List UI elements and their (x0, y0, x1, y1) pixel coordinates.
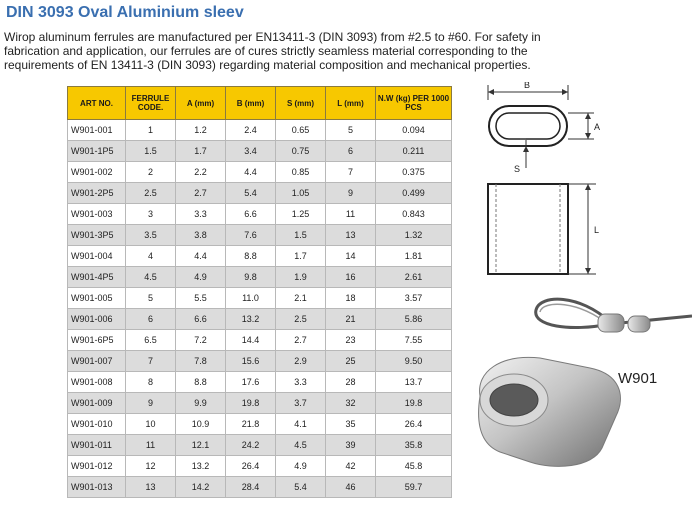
table-row (68, 288, 452, 309)
product-label: W901 (618, 370, 658, 387)
cell-art-no: W901-013 (68, 477, 126, 498)
cell-b: 21.8 (226, 414, 276, 435)
cell-art-no: W901-006 (68, 309, 126, 330)
ferrule-side-view (488, 184, 568, 274)
cell-b: 5.4 (226, 183, 276, 204)
cell-ferrule-code: 1.5 (126, 141, 176, 162)
cell-b: 11.0 (226, 288, 276, 309)
cell-s: 2.7 (276, 330, 326, 351)
cell-a: 9.9 (176, 393, 226, 414)
cell-s: 3.3 (276, 372, 326, 393)
cell-a: 1.7 (176, 141, 226, 162)
cell-art-no: W901-1P5 (68, 141, 126, 162)
cell-art-no: W901-004 (68, 246, 126, 267)
cell-l: 42 (326, 456, 376, 477)
cell-weight: 13.7 (376, 372, 452, 393)
table-row (68, 330, 452, 351)
cell-weight: 7.55 (376, 330, 452, 351)
cell-s: 0.75 (276, 141, 326, 162)
cell-a: 4.4 (176, 246, 226, 267)
cell-ferrule-code: 5 (126, 288, 176, 309)
table-row (68, 309, 452, 330)
cell-s: 1.5 (276, 225, 326, 246)
cell-art-no: W901-005 (68, 288, 126, 309)
table-row (68, 435, 452, 456)
cell-l: 14 (326, 246, 376, 267)
cell-s: 4.1 (276, 414, 326, 435)
table-row (68, 162, 452, 183)
cell-ferrule-code: 4 (126, 246, 176, 267)
cell-a: 2.7 (176, 183, 226, 204)
cell-a: 10.9 (176, 414, 226, 435)
cell-l: 7 (326, 162, 376, 183)
cell-ferrule-code: 6.5 (126, 330, 176, 351)
cell-l: 32 (326, 393, 376, 414)
cell-s: 1.9 (276, 267, 326, 288)
cell-ferrule-code: 12 (126, 456, 176, 477)
cell-ferrule-code: 2.5 (126, 183, 176, 204)
ferrule-technical-drawing (468, 82, 628, 282)
cell-ferrule-code: 8 (126, 372, 176, 393)
table-row (68, 372, 452, 393)
cell-b: 2.4 (226, 120, 276, 141)
table-row (68, 246, 452, 267)
cell-a: 12.1 (176, 435, 226, 456)
table-header-row (68, 87, 452, 120)
cell-art-no: W901-010 (68, 414, 126, 435)
table-row (68, 141, 452, 162)
cell-l: 9 (326, 183, 376, 204)
cell-weight: 59.7 (376, 477, 452, 498)
cell-b: 8.8 (226, 246, 276, 267)
cell-b: 6.6 (226, 204, 276, 225)
cell-weight: 0.211 (376, 141, 452, 162)
cell-l: 6 (326, 141, 376, 162)
cell-ferrule-code: 13 (126, 477, 176, 498)
cell-a: 6.6 (176, 309, 226, 330)
cell-a: 3.3 (176, 204, 226, 225)
cell-art-no: W901-009 (68, 393, 126, 414)
cell-a: 2.2 (176, 162, 226, 183)
cell-b: 28.4 (226, 477, 276, 498)
dim-label-s: S (514, 164, 521, 174)
cell-s: 1.25 (276, 204, 326, 225)
cell-l: 13 (326, 225, 376, 246)
cell-art-no: W901-001 (68, 120, 126, 141)
cell-weight: 45.8 (376, 456, 452, 477)
cell-b: 3.4 (226, 141, 276, 162)
cell-weight: 19.8 (376, 393, 452, 414)
cell-ferrule-code: 4.5 (126, 267, 176, 288)
cell-b: 9.8 (226, 267, 276, 288)
cell-art-no: W901-3P5 (68, 225, 126, 246)
cell-ferrule-code: 3.5 (126, 225, 176, 246)
cell-b: 14.4 (226, 330, 276, 351)
cell-l: 5 (326, 120, 376, 141)
cell-weight: 0.375 (376, 162, 452, 183)
cell-art-no: W901-011 (68, 435, 126, 456)
cell-art-no: W901-2P5 (68, 183, 126, 204)
spec-table (67, 86, 452, 498)
dim-label-l: L (594, 225, 600, 235)
cell-s: 0.65 (276, 120, 326, 141)
cell-ferrule-code: 10 (126, 414, 176, 435)
dim-label-b: B (524, 82, 531, 90)
cell-s: 2.5 (276, 309, 326, 330)
table-row (68, 204, 452, 225)
page-title: DIN 3093 Oval Aluminium sleev (6, 4, 244, 21)
header-art-no: ART NO. (68, 87, 126, 120)
table-row (68, 183, 452, 204)
table-row (68, 225, 452, 246)
cell-a: 5.5 (176, 288, 226, 309)
small-ferrule-2 (628, 316, 650, 332)
cell-weight: 26.4 (376, 414, 452, 435)
cell-ferrule-code: 3 (126, 204, 176, 225)
cell-weight: 9.50 (376, 351, 452, 372)
cell-art-no: W901-003 (68, 204, 126, 225)
table-row (68, 393, 452, 414)
cell-s: 0.85 (276, 162, 326, 183)
cell-b: 19.8 (226, 393, 276, 414)
cell-b: 17.6 (226, 372, 276, 393)
cell-l: 35 (326, 414, 376, 435)
cell-a: 3.8 (176, 225, 226, 246)
cell-art-no: W901-008 (68, 372, 126, 393)
small-ferrule-1 (598, 314, 624, 332)
ferrule-product-photo (470, 292, 692, 512)
cell-art-no: W901-012 (68, 456, 126, 477)
cell-b: 15.6 (226, 351, 276, 372)
table-body (68, 120, 452, 498)
cell-l: 28 (326, 372, 376, 393)
cell-b: 13.2 (226, 309, 276, 330)
cell-s: 4.5 (276, 435, 326, 456)
cell-s: 5.4 (276, 477, 326, 498)
table-row (68, 120, 452, 141)
cell-l: 23 (326, 330, 376, 351)
table-row (68, 267, 452, 288)
cell-ferrule-code: 6 (126, 309, 176, 330)
cell-a: 8.8 (176, 372, 226, 393)
cell-l: 18 (326, 288, 376, 309)
cell-l: 39 (326, 435, 376, 456)
header-s: S (mm) (276, 87, 326, 120)
cell-weight: 1.81 (376, 246, 452, 267)
cell-a: 1.2 (176, 120, 226, 141)
cell-b: 24.2 (226, 435, 276, 456)
cell-weight: 3.57 (376, 288, 452, 309)
cell-art-no: W901-007 (68, 351, 126, 372)
cell-weight: 2.61 (376, 267, 452, 288)
cell-b: 4.4 (226, 162, 276, 183)
cell-s: 2.9 (276, 351, 326, 372)
cell-l: 21 (326, 309, 376, 330)
header-a: A (mm) (176, 87, 226, 120)
header-b: B (mm) (226, 87, 276, 120)
ferrule-inner-profile (496, 113, 560, 139)
header-ferrule-code: FERRULE CODE. (126, 87, 176, 120)
cell-a: 7.8 (176, 351, 226, 372)
cell-l: 16 (326, 267, 376, 288)
cell-b: 26.4 (226, 456, 276, 477)
cell-weight: 0.843 (376, 204, 452, 225)
cell-weight: 5.86 (376, 309, 452, 330)
cell-ferrule-code: 1 (126, 120, 176, 141)
table-row (68, 414, 452, 435)
cell-ferrule-code: 7 (126, 351, 176, 372)
cell-a: 14.2 (176, 477, 226, 498)
table-row (68, 477, 452, 498)
cell-a: 4.9 (176, 267, 226, 288)
cell-ferrule-code: 2 (126, 162, 176, 183)
dim-label-a: A (594, 122, 601, 132)
cell-weight: 0.094 (376, 120, 452, 141)
cell-b: 7.6 (226, 225, 276, 246)
header-weight: N.W (kg) PER 1000 PCS (376, 87, 452, 120)
cell-s: 1.05 (276, 183, 326, 204)
table-row (68, 351, 452, 372)
cell-art-no: W901-6P5 (68, 330, 126, 351)
header-l: L (mm) (326, 87, 376, 120)
cell-a: 13.2 (176, 456, 226, 477)
cell-ferrule-code: 11 (126, 435, 176, 456)
cell-s: 1.7 (276, 246, 326, 267)
cell-ferrule-code: 9 (126, 393, 176, 414)
cell-weight: 35.8 (376, 435, 452, 456)
cell-l: 46 (326, 477, 376, 498)
cell-l: 25 (326, 351, 376, 372)
intro-paragraph: Wirop aluminum ferrules are manufactured per EN13411-3 (DIN 3093) from #2.5 to #60. For safety in fabrication and application, our ferrules are of cures strictly seamless material corresponding to the requirements of EN 13411-3 (DIN 3093) regarding material composition and mechanical properties. (4, 30, 541, 72)
cell-a: 7.2 (176, 330, 226, 351)
table-row (68, 456, 452, 477)
cell-weight: 1.32 (376, 225, 452, 246)
cell-s: 4.9 (276, 456, 326, 477)
cell-s: 3.7 (276, 393, 326, 414)
cell-art-no: W901-002 (68, 162, 126, 183)
cell-weight: 0.499 (376, 183, 452, 204)
cell-art-no: W901-4P5 (68, 267, 126, 288)
cell-l: 11 (326, 204, 376, 225)
cell-s: 2.1 (276, 288, 326, 309)
